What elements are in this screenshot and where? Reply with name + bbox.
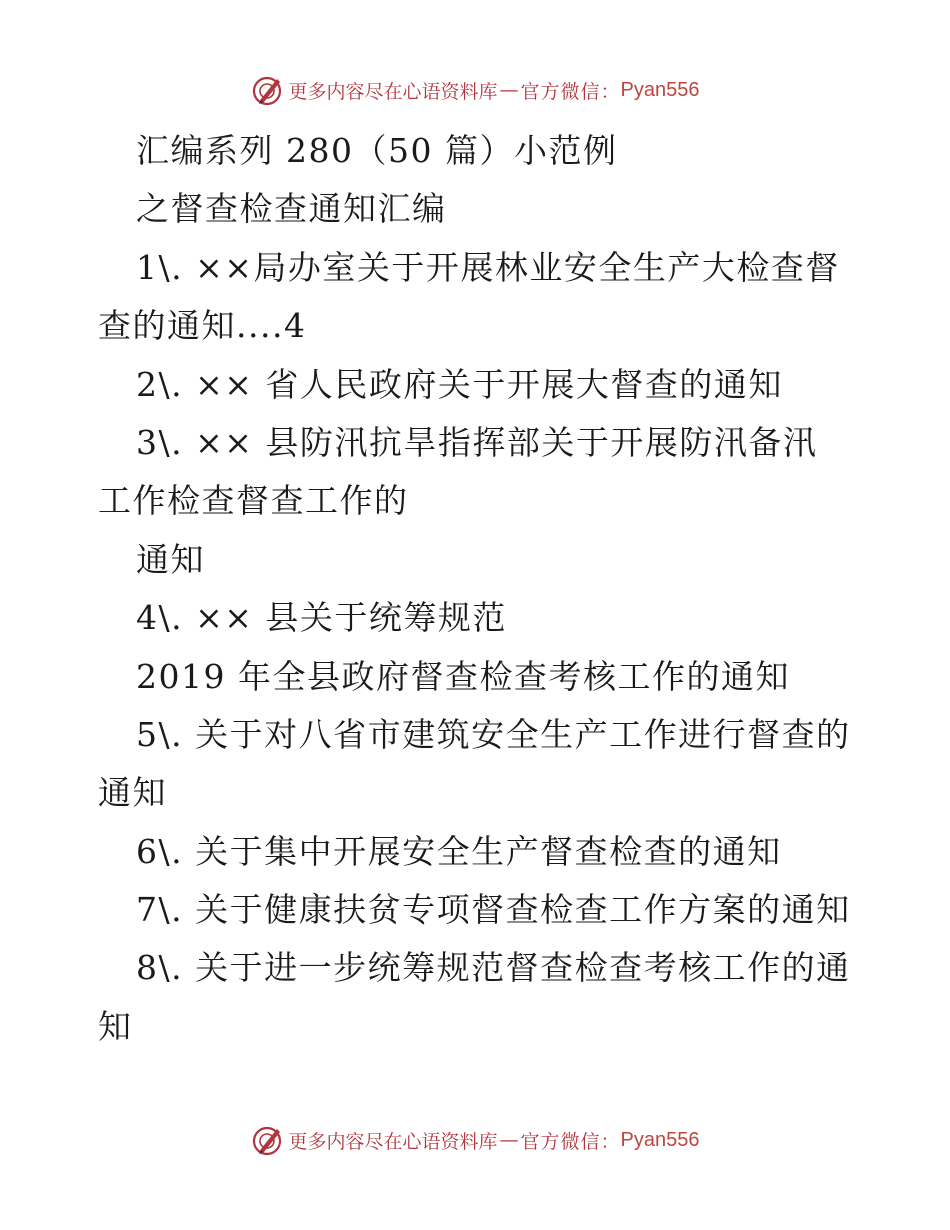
toc-item-3-cont2: 通知 <box>136 539 205 579</box>
title-line-2: 之督查检查通知汇编 <box>136 189 447 229</box>
toc-item-4: 4\. ×× 县关于统筹规范 <box>136 598 507 638</box>
banner-wechat-id: Pyan556 <box>620 78 700 101</box>
banner-dash: — <box>499 79 519 101</box>
banner-slogan: 更多内容尽在心语资料库 <box>288 80 498 103</box>
pen-logo-icon <box>251 73 285 107</box>
header-banner <box>0 70 950 110</box>
document-body <box>98 122 858 1056</box>
pen-logo-icon <box>251 1123 285 1157</box>
toc-item-6: 6\. 关于集中开展安全生产督查检查的通知 <box>136 831 782 871</box>
toc-item-5: 5\. 关于对八省市建筑安全生产工作进行督查的 <box>136 714 851 754</box>
toc-item-5-cont: 通知 <box>98 773 167 813</box>
title-line-1: 汇编系列 280（50 篇）小范例 <box>136 131 618 170</box>
footer-banner <box>0 1120 950 1160</box>
toc-item-8: 8\. 关于进一步统筹规范督查检查考核工作的通 <box>136 948 851 988</box>
banner-wechat-label: 官方微信： <box>520 80 621 103</box>
toc-item-1-cont: 查的通知....4 <box>98 306 307 346</box>
banner-dash: — <box>499 1129 519 1151</box>
toc-item-4-cont: 2019 年全县政府督查检查考核工作的通知 <box>136 656 790 696</box>
banner-wechat-id: Pyan556 <box>620 1128 700 1151</box>
toc-item-3-cont: 工作检查督查工作的 <box>98 481 409 521</box>
toc-item-8-cont: 知 <box>98 1006 133 1046</box>
toc-item-1: 1\. ××局办室关于开展林业安全生产大检查督 <box>136 247 840 287</box>
toc-item-3: 3\. ×× 县防汛抗旱指挥部关于开展防汛备汛 <box>136 422 818 462</box>
banner-slogan: 更多内容尽在心语资料库 <box>288 1130 498 1153</box>
toc-item-7: 7\. 关于健康扶贫专项督查检查工作方案的通知 <box>136 890 851 930</box>
banner-wechat-label: 官方微信： <box>520 1130 621 1153</box>
toc-item-2: 2\. ×× 省人民政府关于开展大督查的通知 <box>136 364 783 404</box>
